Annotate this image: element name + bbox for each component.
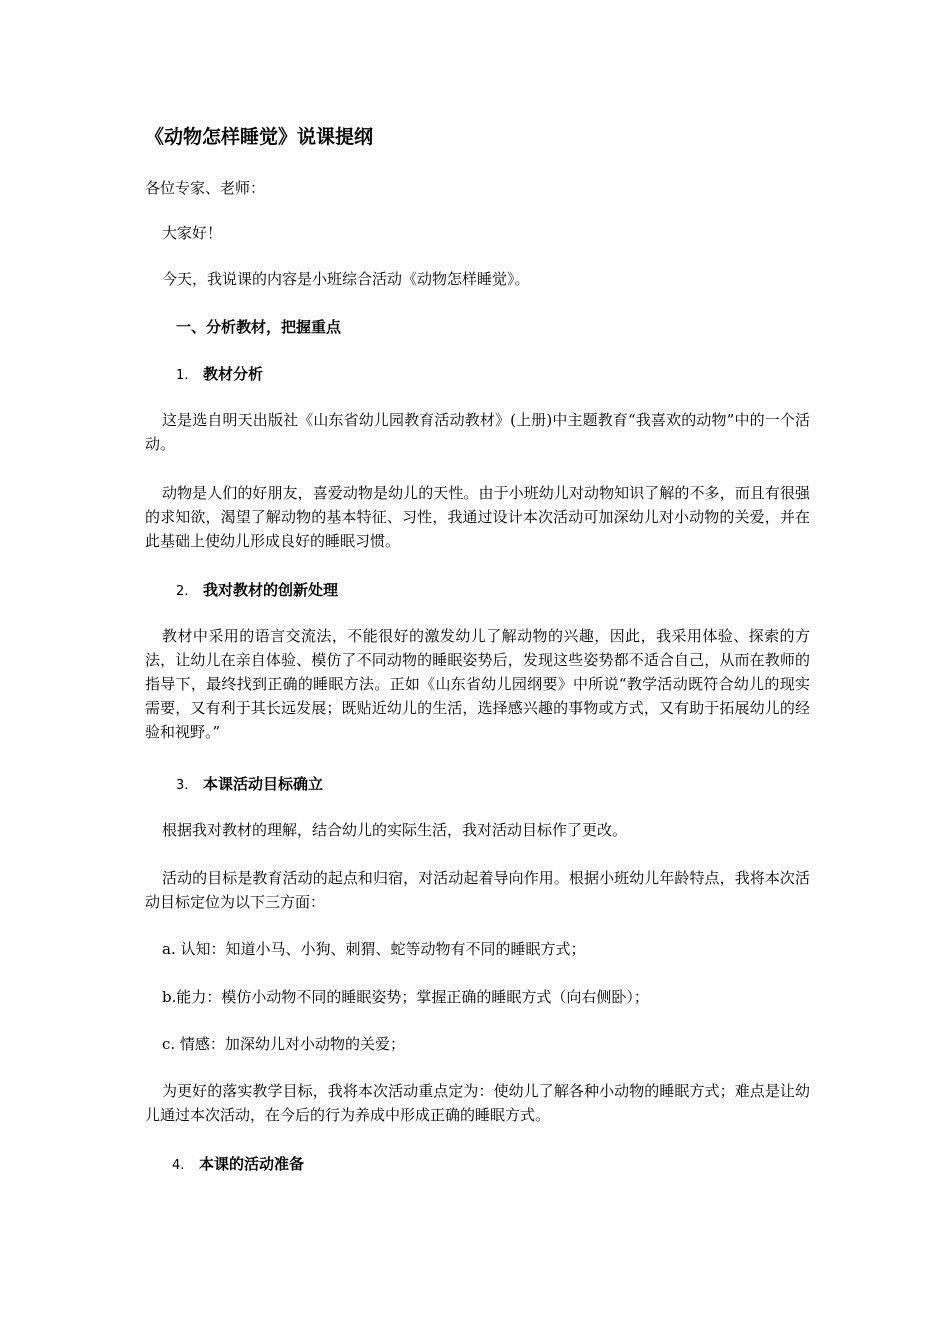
document-title: 《动物怎样睡觉》说课提纲 bbox=[145, 126, 374, 148]
subheading-number: 2. bbox=[176, 584, 189, 599]
subheading-number: 1. bbox=[176, 368, 189, 383]
subheading-label: 本课活动目标确立 bbox=[203, 775, 324, 793]
greeting: 大家好！ bbox=[162, 224, 223, 242]
subheading-label: 本课的活动准备 bbox=[199, 1155, 305, 1173]
subheading-2 bbox=[176, 578, 841, 604]
section-heading-1: 一、分析教材，把握重点 bbox=[176, 318, 342, 336]
intro-paragraph: 今天，我说课的内容是小班综合活动《动物怎样睡觉》。 bbox=[162, 270, 530, 288]
subheading-1 bbox=[176, 362, 841, 388]
paragraph-goal-intro: 活动的目标是教育活动的起点和归宿，对活动起着导向作用。根据小班幼儿年龄特点，我将本次活动目标定位为以下三方面： bbox=[145, 869, 810, 911]
subheading-label: 我对教材的创新处理 bbox=[203, 581, 339, 599]
paragraph-innovation: 教材中采用的语言交流法，不能很好的激发幼儿了解动物的兴趣，因此，我采用体验、探索的方法，让幼儿在亲自体验、模仿了不同动物的睡眠姿势后，发现这些姿势都不适合自己，从而在教师的指导下，最终找到正确的睡眠方法。正如《山东省幼儿园纲要》中所说“教学活动既符合幼儿的现实需要，又有利于其长远发展；既贴近幼儿的生活，选择感兴趣的事物或方式，又有助于拓展幼儿的经验和视野。” bbox=[145, 627, 810, 741]
paragraph-source: 这是选自明天出版社《山东省幼儿园教育活动教材》(上册)中主题教育“我喜欢的动物”中的一个活动。 bbox=[145, 411, 810, 453]
paragraph-goal-basis: 根据我对教材的理解，结合幼儿的实际生活，我对活动目标作了更改。 bbox=[162, 821, 628, 839]
paragraph-focus: 为更好的落实教学目标，我将本次活动重点定为：使幼儿了解各种小动物的睡眠方式；难点是让幼儿通过本次活动，在今后的行为养成中形成正确的睡眠方式。 bbox=[145, 1082, 810, 1124]
paragraph-animals: 动物是人们的好朋友，喜爱动物是幼儿的天性。由于小班幼儿对动物知识了解的不多，而且有很强的求知欲，渴望了解动物的基本特征、习性，我通过设计本次活动可加深幼儿对小动物的关爱，并在此基础上使幼儿形成良好的睡眠习惯。 bbox=[145, 484, 810, 550]
goal-item-b: b.能力：模仿小动物不同的睡眠姿势；掌握正确的睡眠方式（向右侧卧）； bbox=[162, 988, 649, 1006]
subheading-number: 4. bbox=[172, 1158, 185, 1173]
salutation: 各位专家、老师： bbox=[145, 179, 266, 197]
subheading-label: 教材分析 bbox=[203, 365, 264, 383]
subheading-4 bbox=[172, 1152, 837, 1178]
subheading-3 bbox=[176, 772, 841, 798]
goal-item-a: a. 认知：知道小马、小狗、刺猬、蛇等动物有不同的睡眠方式； bbox=[162, 940, 586, 958]
subheading-number: 3. bbox=[176, 778, 189, 793]
goal-item-c: c. 情感：加深幼儿对小动物的关爱； bbox=[162, 1035, 405, 1053]
